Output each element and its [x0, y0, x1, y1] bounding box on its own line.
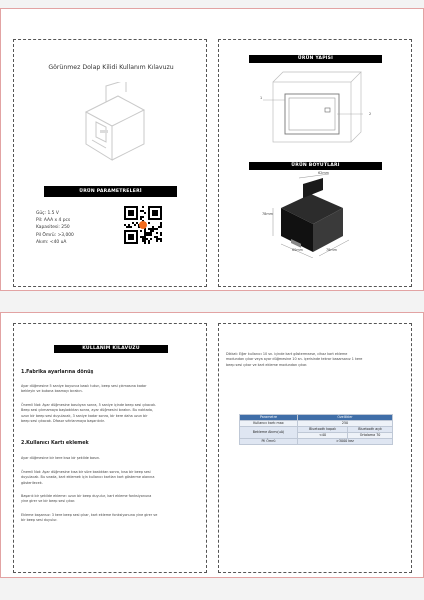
- dimension-top: 62mm: [318, 171, 329, 175]
- spec-row-3-value: >3000 kez: [298, 439, 393, 445]
- product-panel: [218, 39, 412, 287]
- section-2-title: 2.Kullanıcı Kartı eklemek: [21, 441, 89, 446]
- param-battery: Pil: AAA x 4 pcs: [36, 218, 71, 224]
- structure-label-2: 2: [369, 112, 372, 116]
- section-2-paragraph-3: Başarılı bir şekilde ekleme: uzun bir beep duyulur, kart ekleme fonksiyonuna yine girer ve bir beep sesi çıkar.: [21, 494, 152, 504]
- section-2-paragraph-1: Ayar düğmesine bir kere kısa bir şekilde basın.: [21, 456, 101, 460]
- spec-row-2-value-1: <40: [298, 433, 348, 439]
- lock-illustration: [66, 82, 152, 170]
- dimension-base: 78mm: [326, 248, 337, 252]
- page-1: [0, 8, 424, 291]
- structure-drawing: [259, 70, 377, 150]
- cover-panel: [13, 39, 207, 287]
- specs-panel: [218, 323, 412, 573]
- param-power: Güç: 1.5 V: [36, 211, 59, 216]
- section-1-paragraph-1: Ayar düğmesine 5 saniye boyunca basılı tutun, beep sesi çıkmasına kadar bekleyin ve butona basmayı bırakın.: [21, 384, 147, 394]
- dimension-drawing: [263, 174, 373, 258]
- section-1-title: 1.Fabrika ayarlarına dönüş: [21, 370, 94, 375]
- spec-col-features: Özellikler: [298, 415, 393, 421]
- param-battery-life: Pil Ömrü: >3,000: [36, 232, 74, 238]
- usage-header: KULLANIM KILAVUZU: [54, 345, 168, 353]
- spec-row-1-value: 250: [298, 421, 393, 427]
- dimension-side: 78mm: [262, 212, 273, 216]
- spec-row-2-label: Bekleme Akımı(uA): [240, 427, 298, 439]
- qr-code: [124, 206, 162, 244]
- structure-label-1: 1: [260, 96, 263, 100]
- spec-row-2-value-2: Ortalama 70: [348, 433, 393, 439]
- document-title: Görünmez Dolap Kilidi Kullanım Kılavuzu: [48, 64, 174, 71]
- section-1-paragraph-2: Önemli Not: Ayar düğmesine basılıyan sonra, 5 saniye içinde beep sesi çıkacak. Beep sesi çıkmamaya başladıktan sonra, ayar düğmesini bırakın. Bu noktada, uzun bir beep sesi duyulacak, 3 saniye kadar sonra, bir kere daha uzun bir beep sesi çıkacak. Dfasor sıfırlanmaya başarılıdır.: [21, 403, 157, 423]
- spec-row-1-label: Kullanıcı kartı max: [240, 421, 298, 427]
- params-list: [36, 210, 116, 246]
- page-2: [0, 312, 424, 578]
- param-capacity: Kapasitesi: 250: [36, 225, 70, 231]
- structure-header: ÜRÜN YAPISI: [249, 55, 382, 63]
- spec-row-2-sub-1: Bluetooth kapalı: [298, 427, 348, 433]
- spec-table: [239, 414, 393, 445]
- usage-panel: [13, 323, 207, 573]
- dimension-bottom: 60mm: [292, 248, 303, 252]
- param-current: Akım: <40 uA: [36, 239, 67, 245]
- spec-row-3-label: Pil Ömrü: [240, 439, 298, 445]
- section-2-paragraph-4: Ekleme başarısız: 3 kere beep sesi çıkar, kart ekleme fonksiyonuna yine girer ve bir beep sesi duyulur.: [21, 513, 158, 523]
- warning-note: Dikkat: Eğer kullanıcı 10 sn. içinde kart göstermezse, cihaz kart ekleme modundan çıkar veya ayar düğmesine 10 sn. içerisinde tekrar basarsanız 1 kere beep sesi çıkar ve kart ekleme modundan çıkar.: [226, 352, 363, 367]
- spec-row-2-sub-2: Bluetooth açık: [348, 427, 393, 433]
- params-header: ÜRÜN PARAMETRELERİ: [44, 186, 177, 197]
- dimensions-header: ÜRÜN BOYUTLARI: [249, 162, 382, 170]
- section-2-paragraph-2: Önemli Not: Ayar düğmesine kısa bir süre bastıktan sonra, kısa bir beep sesi duyulacak. Bu sırada, kart eklemek için kullanıcı kartları kart gösterme alanına gösterilecek.: [21, 470, 155, 485]
- spec-col-parameter: Parametre: [240, 415, 298, 421]
